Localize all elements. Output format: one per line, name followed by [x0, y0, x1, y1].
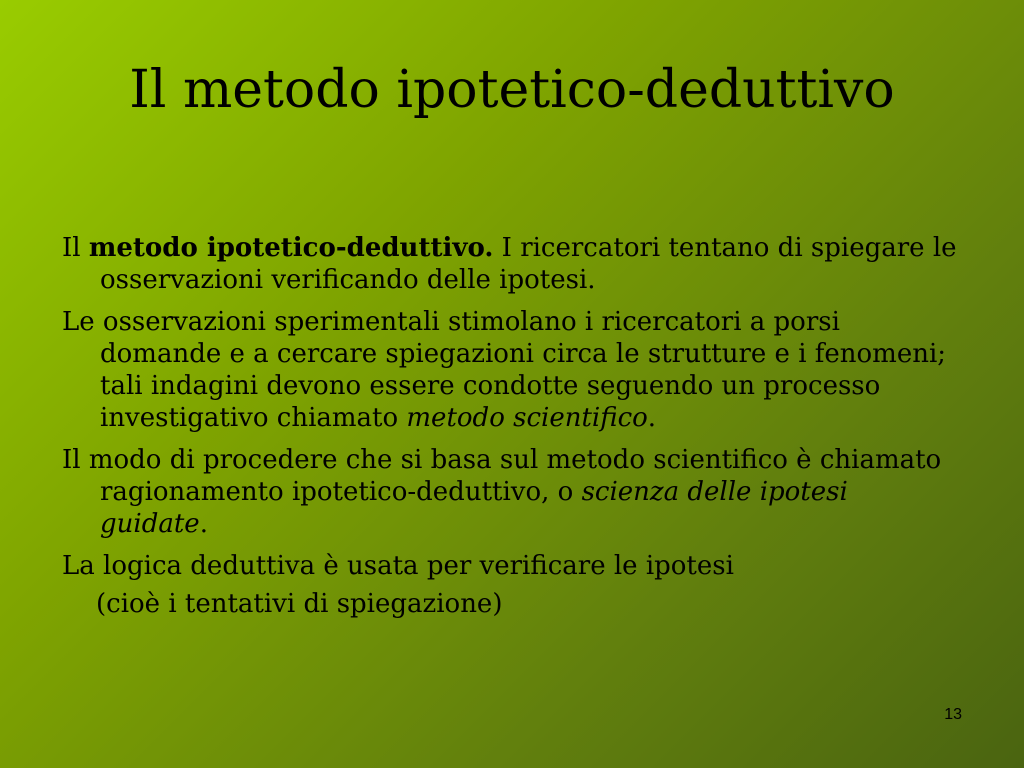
paragraph-2 [62, 306, 962, 434]
slide-body [62, 232, 962, 620]
slide-number: 13 [944, 706, 962, 723]
paragraph-1 [62, 232, 962, 296]
slide-title: Il metodo ipotetico-deduttivo [129, 60, 895, 120]
paragraph-4-text: La logica deduttiva è usata per verificare le ipotesi [62, 551, 734, 581]
paragraph-4-continuation: (cioè i tentativi di spiegazione) [96, 589, 503, 619]
paragraph-1-rest: I ricercatori tentano di spiegare le osservazioni verificando delle ipotesi. [100, 233, 957, 295]
paragraph-2-text: Le osservazioni sperimentali stimolano i ricercatori a porsi domande e a cercare spiegazioni circa le strutture e i fenomeni; tali indagini devono essere condotte seguendo un processo investigativo chiamato [62, 307, 947, 433]
paragraph-4 [62, 550, 962, 582]
paragraph-1-prefix: Il [62, 233, 89, 263]
paragraph-3 [62, 444, 962, 540]
paragraph-3-end: . [199, 509, 208, 539]
paragraph-3-italic: scienza delle ipotesi guidate [100, 477, 848, 539]
paragraph-2-italic: metodo scientifico [406, 403, 648, 433]
paragraph-1-bold: metodo ipotetico-deduttivo. [88, 233, 494, 263]
paragraph-3-text: Il modo di procedere che si basa sul metodo scientifico è chiamato ragionamento ipotetico-deduttivo, o [62, 445, 942, 507]
paragraph-2-end: . [647, 403, 657, 433]
